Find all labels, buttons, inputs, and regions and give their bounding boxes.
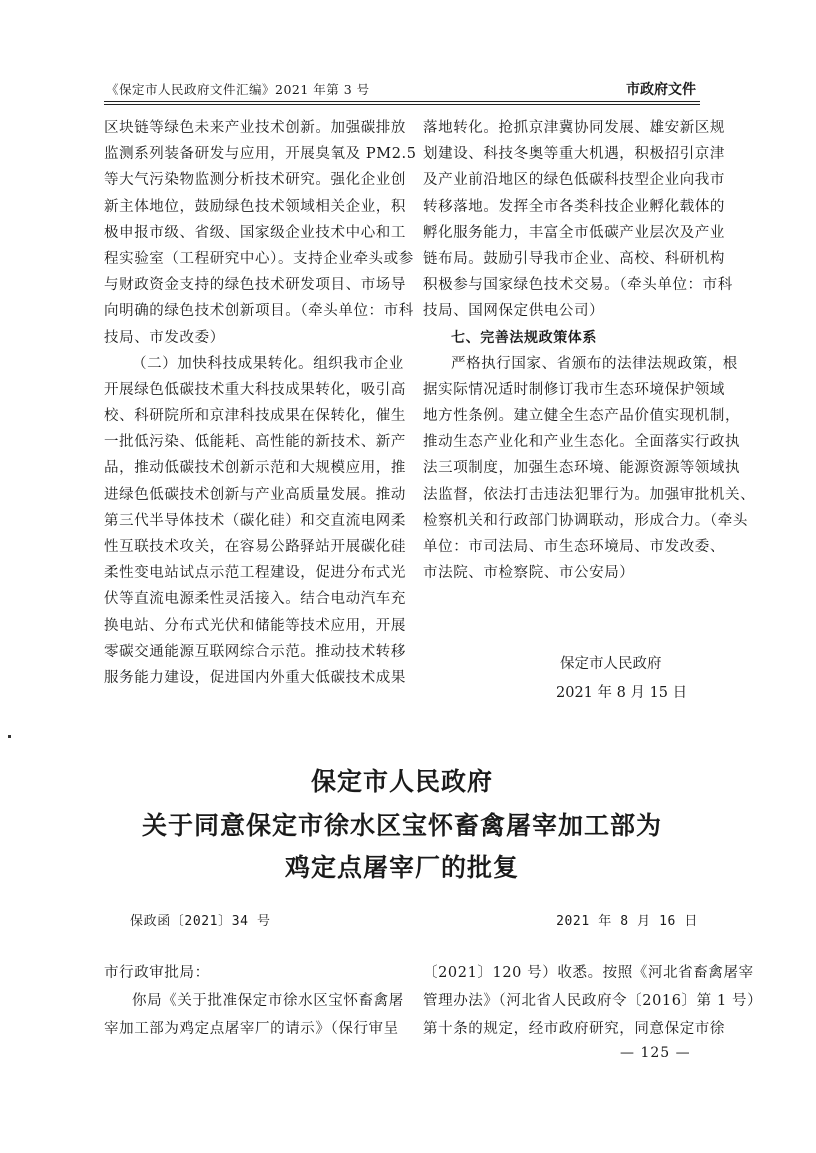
- text-line: 极申报市级、省级、国家级企业技术中心和工: [104, 224, 406, 241]
- right-text-column: [423, 115, 756, 586]
- text-line: 等大气污染物监测分析技术研究。强化企业创: [104, 172, 406, 189]
- text-line: 与财政资金支持的绿色技术研发项目、市场导: [104, 277, 406, 294]
- signature-date: 2021 年 8 月 15 日: [556, 685, 688, 701]
- text-line: 性互联技术攻关，在容易公路驿站开展碳化硅: [104, 539, 406, 555]
- document-title-issuer: 保定市人民政府: [310, 767, 493, 796]
- text-line: 第十条的规定，经市政府研究，同意保定市徐: [423, 1021, 725, 1037]
- text-line: 单位：市司法局、市生态环境局、市发改委、: [423, 539, 725, 555]
- document-title-line: 关于同意保定市徐水区宝怀畜禽屠宰加工部为: [141, 811, 662, 840]
- text-line: 地方性条例。建立健全生态产品价值实现机制，: [423, 408, 741, 425]
- header-rule-thick: [104, 101, 700, 102]
- text-line: 划建设、科技冬奥等重大机遇，积极招引京津: [423, 146, 725, 163]
- text-line: 市法院、市检察院、市公安局）: [423, 565, 635, 582]
- text-line: 监测系列装备研发与应用，开展臭氧及 PM2.5: [104, 146, 417, 163]
- text-line: 向明确的绿色技术创新项目。（牵头单位：市科: [104, 303, 414, 320]
- text-line: 严格执行国家、省颁布的法律法规政策，根: [451, 355, 738, 372]
- text-line: 法三项制度，加强生态环境、能源资源等领域执: [423, 460, 741, 477]
- text-line: 服务能力建设，促进国内外重大低碳技术成果: [104, 669, 406, 686]
- left-text-column: [104, 115, 417, 691]
- scan-speck: [8, 735, 11, 738]
- text-line: 技局、市发改委）: [104, 329, 225, 346]
- text-line: 开展绿色低碳技术重大科技成果转化，吸引高: [104, 381, 406, 398]
- text-line: 校、科研院所和京津科技成果在保转化，催生: [104, 408, 406, 425]
- section-header: 市政府文件: [626, 82, 696, 98]
- text-line: 宰加工部为鸡定点屠宰厂的请示》（保行审呈: [104, 1021, 399, 1037]
- text-line: 第三代半导体技术（碳化硅）和交直流电网柔: [104, 512, 406, 529]
- text-line: 积极参与国家绿色技术交易。（牵头单位：市科: [423, 277, 733, 294]
- text-line: 程实验室（工程研究中心）。支持企业牵头或参: [104, 250, 414, 267]
- text-line: 你局《关于批准保定市徐水区宝怀畜禽屠: [132, 993, 404, 1009]
- page-number: — 125 —: [620, 1045, 691, 1061]
- text-line: 孵化服务能力，丰富全市低碳产业层次及产业: [423, 224, 725, 241]
- text-line: 区块链等绿色未来产业技术创新。加强碳排放: [104, 120, 406, 136]
- text-line: 及产业前沿地区的绿色低碳科技型企业向我市: [423, 172, 725, 189]
- reply-right-column: [423, 959, 763, 1043]
- header-rule-thin: [104, 104, 700, 105]
- subsection-line: （二）加快科技成果转化。组织我市企业: [132, 355, 404, 372]
- text-line: 伏等直流电源柔性灵活接入。结合电动汽车充: [104, 591, 406, 608]
- text-line: 进绿色低碳技术创新与产业高质量发展。推动: [104, 486, 406, 503]
- text-line: 据实际情况适时制修订我市生态环境保护领域: [423, 381, 725, 398]
- document-number: 保政函〔2021〕34 号: [130, 914, 271, 929]
- text-line: 柔性变电站试点示范工程建设，促进分布式光: [104, 565, 406, 582]
- document-title-line: 鸡定点屠宰厂的批复: [284, 853, 519, 882]
- text-line: 管理办法》（河北省人民政府令〔2016〕第 1 号）: [423, 993, 763, 1009]
- text-line: 推动生态产业化和产业生态化。全面落实行政执: [423, 434, 741, 451]
- text-line: 转移落地。发挥全市各类科技企业孵化载体的: [423, 198, 725, 215]
- signature-organization: 保定市人民政府: [560, 656, 662, 672]
- text-line: 链布局。鼓励引导我市企业、高校、科研机构: [423, 250, 725, 267]
- text-line: 新主体地位，鼓励绿色技术领域相关企业，积: [104, 198, 406, 215]
- section-heading: 七、完善法规政策体系: [451, 329, 597, 346]
- text-line: 换电站、分布式光伏和储能等技术应用，开展: [104, 617, 406, 634]
- text-line: 〔2021〕120 号）收悉。按照《河北省畜禽屠宰: [423, 965, 754, 981]
- text-line: 落地转化。抢抓京津冀协同发展、雄安新区规: [423, 120, 725, 136]
- reply-left-column: [104, 959, 404, 1043]
- publication-header: 《保定市人民政府文件汇编》2021 年第 3 号: [106, 82, 370, 97]
- text-line: 零碳交通能源互联网综合示范。推动技术转移: [104, 643, 406, 660]
- text-line: 检察机关和行政部门协调联动，形成合力。（牵头: [423, 512, 748, 529]
- document-date: 2021 年 8 月 16 日: [556, 914, 698, 929]
- text-line: 一批低污染、低能耗、高性能的新技术、新产: [104, 434, 406, 451]
- addressee-line: 市行政审批局：: [104, 965, 210, 981]
- text-line: 技局、国网保定供电公司）: [423, 303, 605, 320]
- text-line: 品，推动低碳技术创新示范和大规模应用，推: [104, 460, 406, 477]
- text-line: 法监督，依法打击违法犯罪行为。加强审批机关、: [423, 486, 756, 503]
